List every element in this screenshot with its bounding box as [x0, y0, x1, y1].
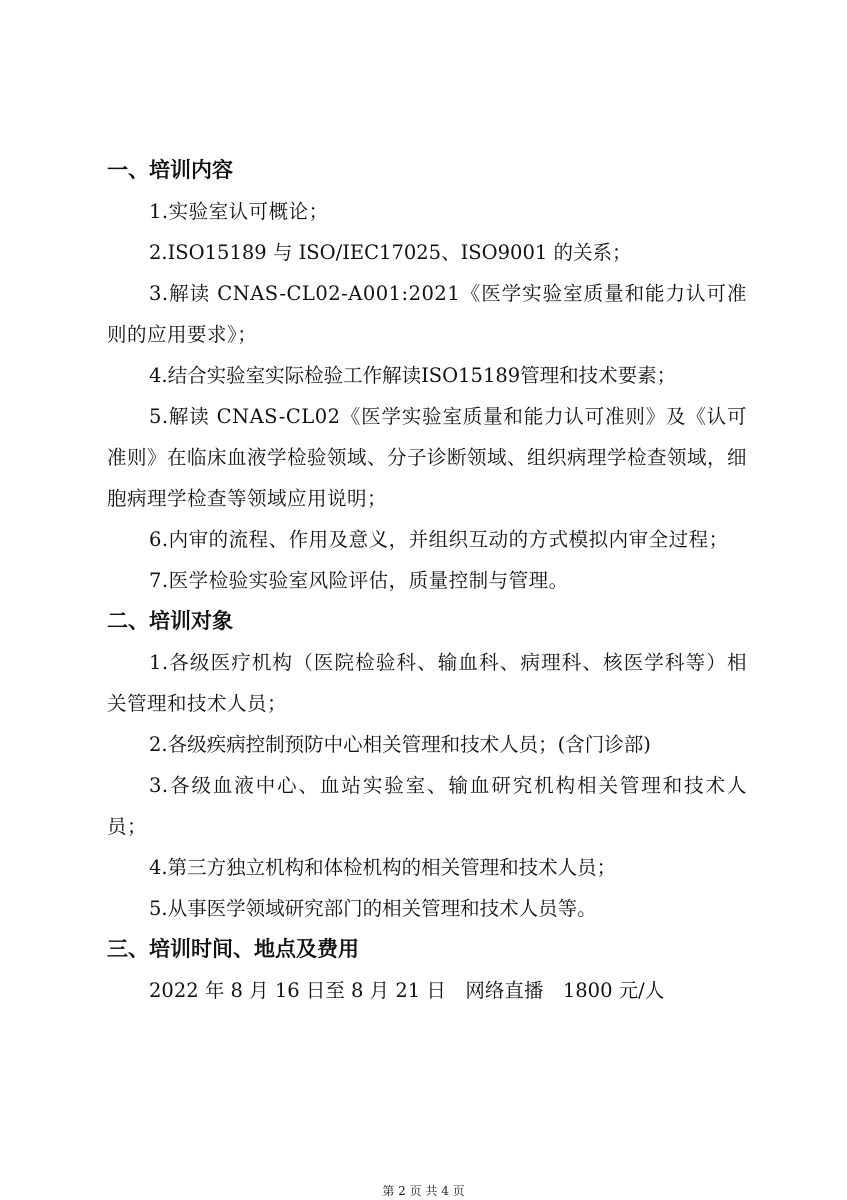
content-item-5: 5.解读 CNAS-CL02《医学实验室质量和能力认可准则》及《认可准则》在临床血液学检验领域、分子诊断领域、组织病理学检查领域，细胞病理学检查等领域应用说明；	[107, 405, 748, 510]
document-body	[107, 150, 747, 1011]
schedule-fee-line: 2022 年 8 月 16 日至 8 月 21 日 网络直播 1800 元/人	[149, 979, 665, 1002]
content-item-3: 3.解读 CNAS-CL02-A001:2021《医学实验室质量和能力认可准则的应用要求》；	[107, 282, 747, 346]
content-item-2: 2.ISO15189 与 ISO/IEC17025、ISO9001 的关系；	[149, 241, 632, 264]
page-number-footer: 第 2 页 共 4 页	[382, 1184, 465, 1198]
content-item-6: 6.内审的流程、作用及意义，并组织互动的方式模拟内审全过程；	[149, 528, 729, 551]
section-heading-training-audience: 二、培训对象	[107, 609, 233, 633]
section-heading-training-content: 一、培训内容	[107, 158, 233, 182]
audience-item-2: 2.各级疾病控制预防中心相关管理和技术人员；(含门诊部)	[149, 733, 651, 756]
audience-item-3: 3.各级血液中心、血站实验室、输血研究机构相关管理和技术人员；	[107, 774, 747, 838]
section-heading-time-place-fee: 三、培训时间、地点及费用	[107, 937, 359, 961]
content-item-7: 7.医学检验实验室风险评估，质量控制与管理。	[149, 569, 569, 592]
content-item-4: 4.结合实验室实际检验工作解读ISO15189管理和技术要素；	[149, 364, 677, 387]
content-item-1: 1.实验室认可概论；	[149, 200, 329, 223]
audience-item-1: 1.各级医疗机构（医院检验科、输血科、病理科、核医学科等）相关管理和技术人员；	[107, 651, 747, 715]
audience-item-4: 4.第三方独立机构和体检机构的相关管理和技术人员；	[149, 856, 617, 879]
audience-item-5: 5.从事医学领域研究部门的相关管理和技术人员等。	[149, 897, 597, 920]
